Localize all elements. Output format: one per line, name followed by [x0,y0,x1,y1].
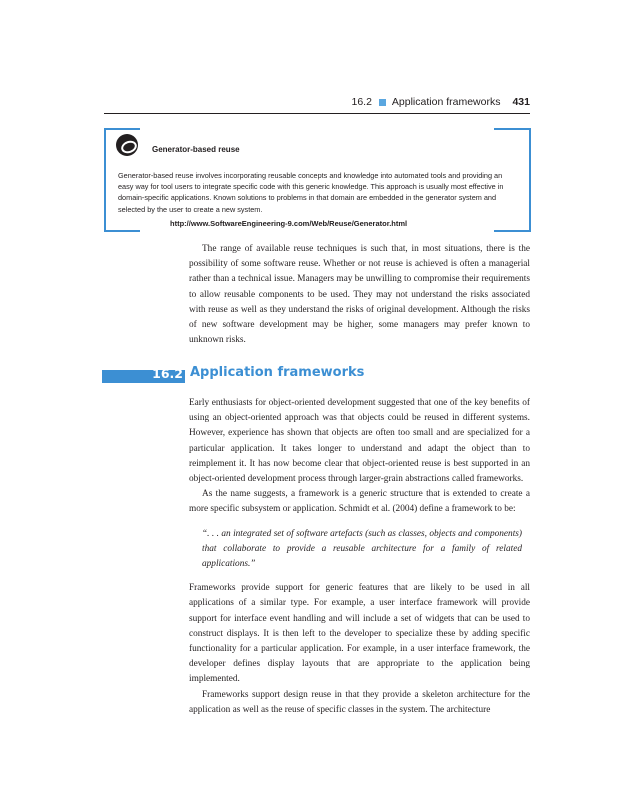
box-body: Generator-based reuse involves incorporating reusable concepts and knowledge into automated tools and providing an easy way for tool users to integrate specific code with this generic knowledge. This approach is usually most effective in domain-specific applications. Known solutions to problems in that domain are embedded in the generator system and selected by the user to create a new system. [118,171,504,214]
page-number: 431 [512,96,530,108]
header-rule [104,113,530,114]
definition-quote: “. . . an integrated set of software artefacts (such as classes, objects and components) that collaborate to provide a reusable architecture for a family of related applications.” [202,528,522,570]
box-border-right [529,128,531,232]
section-body [189,396,530,718]
intro-text [189,242,530,348]
paragraph-2: As the name suggests, a framework is a generic structure that is extended to create a more specific subsystem or application. Schmidt et al. (2004) define a framework to be: [189,489,530,515]
intro-paragraph: The range of available reuse techniques is such that, in most situations, there is the possibility of some software reuse. Whether or not reuse is achieved is often a managerial rather than a technical issue. Managers may be unwilling to compromise their requirements to allow reusable components to be used. They may not understand the risks associated with reuse as well as they understand the risks of original development. Although the risks of new software development may be higher, some managers may prefer known to unknown risks. [189,244,530,346]
header-square-icon [379,99,386,106]
header-title: Application frameworks [391,96,501,108]
box-border-bottom-left [104,230,140,232]
section-number: 16.2 [152,366,183,381]
running-header [351,96,530,108]
box-url-link[interactable]: http://www.SoftwareEngineering-9.com/Web/Reuse/Generator.html [170,219,408,228]
paragraph-4: Frameworks support design reuse in that they provide a skeleton architecture for the application as well as the reuse of specific classes in the system. The architecture [189,689,530,715]
box-border-top-right [494,128,530,130]
box-border-top-left [104,128,140,130]
box-border-left [104,128,106,232]
paragraph-3: Frameworks provide support for generic features that are likely to be used in all applications of a similar type. For example, a user interface framework will provide support for interface event handling and will include a set of widgets that can be used to construct displays. It is then left to the developer to specialize these by adding specific functionality for a particular application. For example, in a user interface framework, the developer defines display layouts that are appropriate to the application being implemented. [189,583,530,685]
header-section-number: 16.2 [351,96,372,108]
paragraph-1: Early enthusiasts for object-oriented development suggested that one of the key benefits of using an object-oriented approach was that objects could be reused in different systems. However, experience has shown that objects are often too small and are specialized for a particular application. It takes longer to understand and adapt the object than to reimplement it. It has now become clear that object-oriented reuse is best supported in an object-oriented development process through larger-grain abstractions called frameworks. [189,398,530,485]
box-border-bottom-right [494,230,530,232]
web-globe-icon [116,134,138,156]
box-title: Generator-based reuse [152,145,240,154]
section-title: Application frameworks [190,365,365,380]
